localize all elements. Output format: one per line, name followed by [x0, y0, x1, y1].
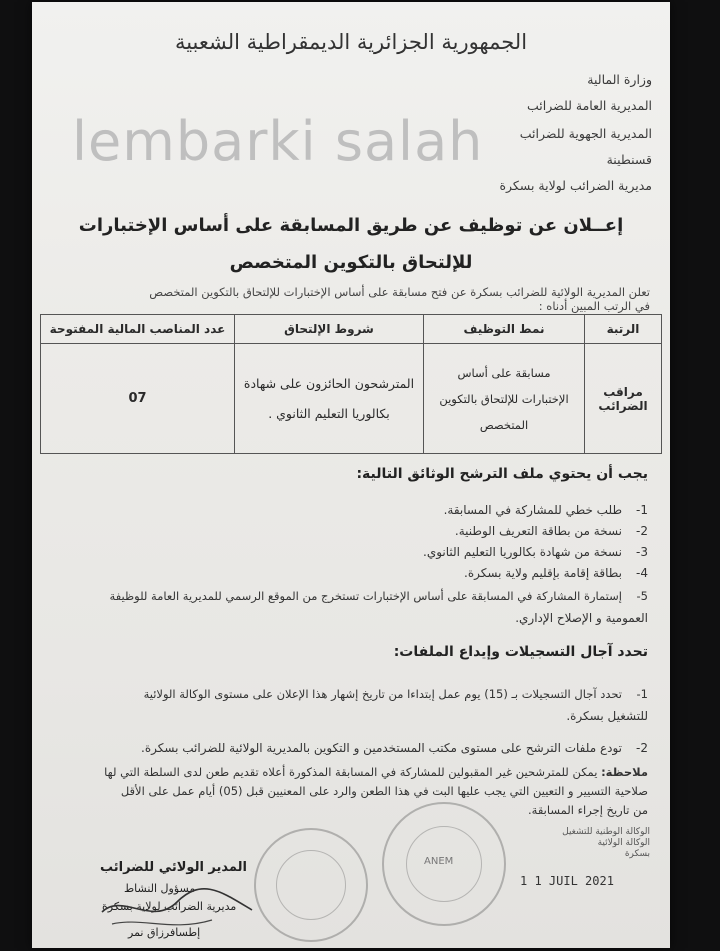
mode-line-3: المتخصص	[479, 417, 529, 432]
directorate-line: مديرية الضرائب لولاية بسكرة	[499, 178, 652, 193]
item-number: 2-	[636, 741, 648, 755]
note-label: ملاحظة:	[601, 765, 648, 779]
list-item	[48, 565, 648, 581]
item-text: طلب خطي للمشاركة في المسابقة.	[443, 503, 622, 517]
note-text: يمكن للمترشحين غير المقبولين للمشاركة في المسابقة المذكورة أعلاه تقديم طعن لدى السلطة التي لها	[104, 765, 598, 779]
signature-line-2: مسؤول النشاط	[124, 882, 196, 895]
agency-stamp-text	[520, 827, 650, 860]
note-line-3: من تاريخ إجراء المسابقة.	[528, 803, 648, 817]
intro-text: تعلن المديرية الولائية للضرائب بسكرة عن فتح مسابقة على أساس الإختبارات للإلتحاق بالتكوين المتخصص	[149, 285, 650, 299]
docs-heading: يجب أن يحتوي ملف الترشح الوثائق التالية:	[356, 466, 648, 482]
agency-stamp-circle	[382, 802, 506, 926]
handwritten-signature	[82, 872, 272, 942]
item-number: 3-	[636, 545, 648, 559]
table-row	[41, 344, 662, 454]
item-number: 4-	[636, 566, 648, 580]
col-positions: عدد المناصب المالية المفتوحة	[41, 315, 235, 344]
mode-line-2: الإختبارات للإلتحاق بالتكوين	[439, 391, 569, 406]
signature-title: المدير الولائي للضرائب	[100, 860, 247, 875]
mode-line-1: مسابقة على أساس	[457, 365, 551, 380]
note-line-1	[48, 764, 648, 780]
announcement-title: إعــلان عن توظيف عن طريق المسابقة على أساس الإختبارات	[78, 215, 624, 236]
list-item-continuation: العمومية و الإصلاح الإداري.	[515, 611, 648, 625]
item-text: بطاقة إقامة بإقليم ولاية بسكرة.	[464, 566, 622, 580]
document-page	[32, 2, 670, 948]
item-number: 1-	[636, 687, 648, 701]
agency-stamp-l1: الوكالة الوطنية للتشغيل	[562, 827, 650, 837]
note-line-2: صلاحية التسيير و التعيين التي يجب عليها البت في هذا الطعن والرد على المعنيين قبل (05) أيام عمل على الأقل	[120, 784, 648, 798]
item-text: تودع ملفات الترشح على مستوى مكتب المستخدمين و التكوين بالمديرية الولائية للضرائب بسكرة.	[141, 741, 622, 755]
announcement-subtitle: للإلتحاق بالتكوين المتخصص	[229, 252, 473, 273]
col-mode: نمط التوظيف	[424, 315, 585, 344]
item-text: تحدد آجال التسجيلات بـ (15) يوم عمل إبتداءا من تاريخ إشهار هذا الإعلان على مستوى الوكالة الولائية	[143, 687, 622, 701]
cell-conditions	[235, 344, 424, 454]
agency-stamp-date: 1 1 JUIL 2021	[520, 874, 614, 888]
item-text: إستمارة المشاركة في المسابقة على أساس الإختبارات تستخرج من الموقع الرسمي للمديرية العامة للوظيفة	[109, 589, 622, 603]
item-text: نسخة من شهادة بكالوريا التعليم الثانوي.	[423, 545, 622, 559]
regional-line: المديرية الجهوية للضرائب	[519, 126, 652, 141]
signature-line-3: مديرية الضرائب لولاية بسكرة	[102, 900, 237, 913]
item-text: نسخة من بطاقة التعريف الوطنية.	[454, 524, 622, 538]
agency-stamp-l3: بسكرة	[624, 849, 650, 859]
agency-stamp-l2: الوكالة الولائية	[597, 838, 650, 848]
watermark: lembarki salah	[72, 110, 484, 173]
dg-line: المديرية العامة للضرائب	[527, 98, 652, 113]
list-item	[48, 502, 648, 518]
list-item	[48, 523, 648, 539]
ministry-line: وزارة المالية	[587, 72, 652, 87]
col-rank: الرتبة	[585, 315, 662, 344]
cell-rank: مراقب الضرائب	[585, 344, 662, 454]
deadline-item-2	[48, 740, 648, 756]
city-line: قسنطينة	[606, 152, 652, 167]
cell-count: 07	[41, 344, 235, 454]
ministry-stamp-inner	[276, 850, 346, 920]
signature-line-4: إطسافرزاق نمر	[128, 926, 201, 939]
item-number: 2-	[636, 524, 648, 538]
republic-title: الجمهورية الجزائرية الديمقراطية الشعبية	[174, 30, 528, 54]
col-conditions: شروط الإلتحاق	[235, 315, 424, 344]
table-header-row	[41, 315, 662, 344]
intro-text-2: في الرتب المبين أدناه :	[538, 299, 650, 313]
cond-line-1: المترشحون الحائزون على شهادة	[243, 375, 415, 391]
list-item	[48, 588, 648, 604]
deadline-item-1-cont: للتشغيل بسكرة.	[566, 709, 648, 723]
deadlines-heading: تحدد آجال التسجيلات وإيداع الملفات:	[393, 644, 648, 660]
list-item	[48, 544, 648, 560]
cell-mode	[424, 344, 585, 454]
item-number: 5-	[636, 589, 648, 603]
anem-label: ANEM	[424, 856, 454, 867]
deadline-item-1	[48, 686, 648, 702]
cond-line-2: بكالوريا التعليم الثانوي .	[268, 405, 390, 421]
positions-table	[40, 314, 662, 454]
item-number: 1-	[636, 503, 648, 517]
